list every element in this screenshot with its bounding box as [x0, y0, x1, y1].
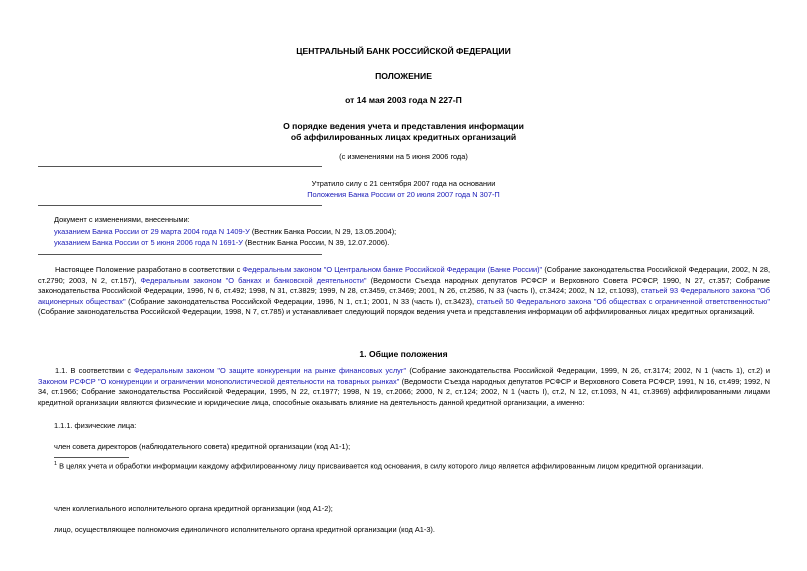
- doc-title-line2: об аффилированных лицах кредитных организаций: [290, 132, 517, 142]
- amendment-link[interactable]: указанием Банка России от 5 июня 2006 года N 1691-У: [54, 238, 243, 247]
- subclause: 1.1.1. физические лица:: [54, 421, 137, 430]
- doc-title-line1: О порядке ведения учета и представления информации: [283, 121, 524, 131]
- org-name: ЦЕНТРАЛЬНЫЙ БАНК РОССИЙСКОЙ ФЕДЕРАЦИИ: [296, 46, 511, 56]
- law-link-competition-goods[interactable]: Законом РСФСР "О конкуренции и ограничении монополистической деятельности на товарных рынках": [38, 376, 400, 386]
- list-item: член совета директоров (наблюдательного совета) кредитной организации (код А1-1);: [54, 442, 351, 451]
- section-heading: 1. Общие положения: [359, 349, 448, 359]
- status-link[interactable]: Положения Банка России от 20 июля 2007 года N 307-П: [307, 190, 500, 199]
- amendment-note: (с изменениями на 5 июня 2006 года): [339, 152, 468, 161]
- list-item: член коллегиального исполнительного органа кредитной организации (код А1-2);: [54, 504, 333, 513]
- section-paragraph: 1.1. В соответствии с Федеральным законом "О защите конкуренции на рынке финансовых услуг" (Собрание законодательства Российской Федерации, 1999, N 26, ст.3174; 2002, N 1 (часть 1), ст.2) и Законом РСФСР "О конкуренции и ограничении монополистической деятельности на товарных рынках" (Ведомости Съезда народных депутатов РСФСР и Верховного Совета РСФСР, 1991, N 16, ст.499; 1992, N 34, ст.1966; Собрание законодательства Российской Федерации, 1995, N 22, ст.1977; 1998, N 19, ст.2066; 2000, N 2, ст.124; 2002, N 1 (часть I), ст.2, N 12, ст.1093, N 41, ст.3969) аффилированными лицами кредитной организации являются физические и юридические лица, способные оказывать влияние на деятельность данной кредитной организации, а именно:: [38, 366, 770, 407]
- law-link-llc[interactable]: статьей 50 Федерального закона "Об обществах с ограниченной ответственностью": [476, 296, 770, 306]
- footnote-text: В целях учета и обработки информации каждому аффилированному лицу присваивается код основания, в силу которого лицо является аффилированным лицом кредитной организации.: [57, 461, 704, 471]
- divider: [38, 205, 322, 206]
- footnote-divider: [54, 457, 129, 458]
- amendment-item: [54, 227, 396, 238]
- law-link-joint-stock[interactable]: статьей 93 Федерального закона "Об акционерных обществах": [38, 286, 770, 306]
- status-line: Утратило силу с 21 сентября 2007 года на основании: [311, 179, 496, 188]
- amendment-link[interactable]: указанием Банка России от 29 марта 2004 года N 1409-У: [54, 227, 250, 236]
- amendments-intro: Документ с изменениями, внесенными:: [54, 215, 190, 224]
- law-link-banks[interactable]: Федеральным законом "О банках и банковской деятельности": [140, 275, 367, 285]
- amendment-item: [54, 238, 389, 249]
- divider: [38, 254, 322, 255]
- law-link-central-bank[interactable]: Федеральным законом "О Центральном банке Российской Федерации (Банке России)": [242, 265, 543, 274]
- law-link-competition-finance[interactable]: Федеральным законом "О защите конкуренции на рынке финансовых услуг": [134, 366, 407, 375]
- divider: [38, 166, 322, 167]
- amendment-source: (Вестник Банка России, N 39, 12.07.2006).: [242, 238, 390, 247]
- preamble-paragraph: Настоящее Положение разработано в соответствии с Федеральным законом "О Центральном банке Российской Федерации (Банке России)" (Собрание законодательства Российской Федерации, 2002, N 28, ст.2790; 2003, N 2, ст.157), Федеральным законом "О банках и банковской деятельности" (Ведомости Съезда народных депутатов РСФСР и Верховного Совета РСФСР, 1990, N 27, ст.357; Собрание законодательства Российской Федерации, 1996, N 6, ст.492; 1998, N 31, ст.3829; 1999, N 28, ст.3459, ст.3469; 2001, N 26, ст.2586, N 33 (часть I), ст.3424; 2002, N 12, ст.1093), статьей 93 Федерального закона "Об акционерных обществах" (Собрание законодательства Российской Федерации, 1996, N 1, ст.1; 2001, N 33 (часть I), ст.3423), статьей 50 Федерального закона "Об обществах с ограниченной ответственностью" (Собрание законодательства Российской Федерации, 1998, N 7, ст.785) и устанавливает следующий порядок ведения учета и представления информации об аффилированных лицах кредитных организаций.: [38, 265, 770, 317]
- doc-type: ПОЛОЖЕНИЕ: [375, 71, 432, 81]
- footnote: [54, 461, 704, 472]
- amendment-source: (Вестник Банка России, N 29, 13.05.2004);: [249, 227, 397, 236]
- doc-date-number: от 14 мая 2003 года N 227-П: [345, 95, 462, 105]
- list-item: лицо, осуществляющее полномочия единоличного исполнительного органа кредитной организации (код А1-3).: [54, 525, 435, 534]
- footnote-mark: 1: [54, 461, 58, 467]
